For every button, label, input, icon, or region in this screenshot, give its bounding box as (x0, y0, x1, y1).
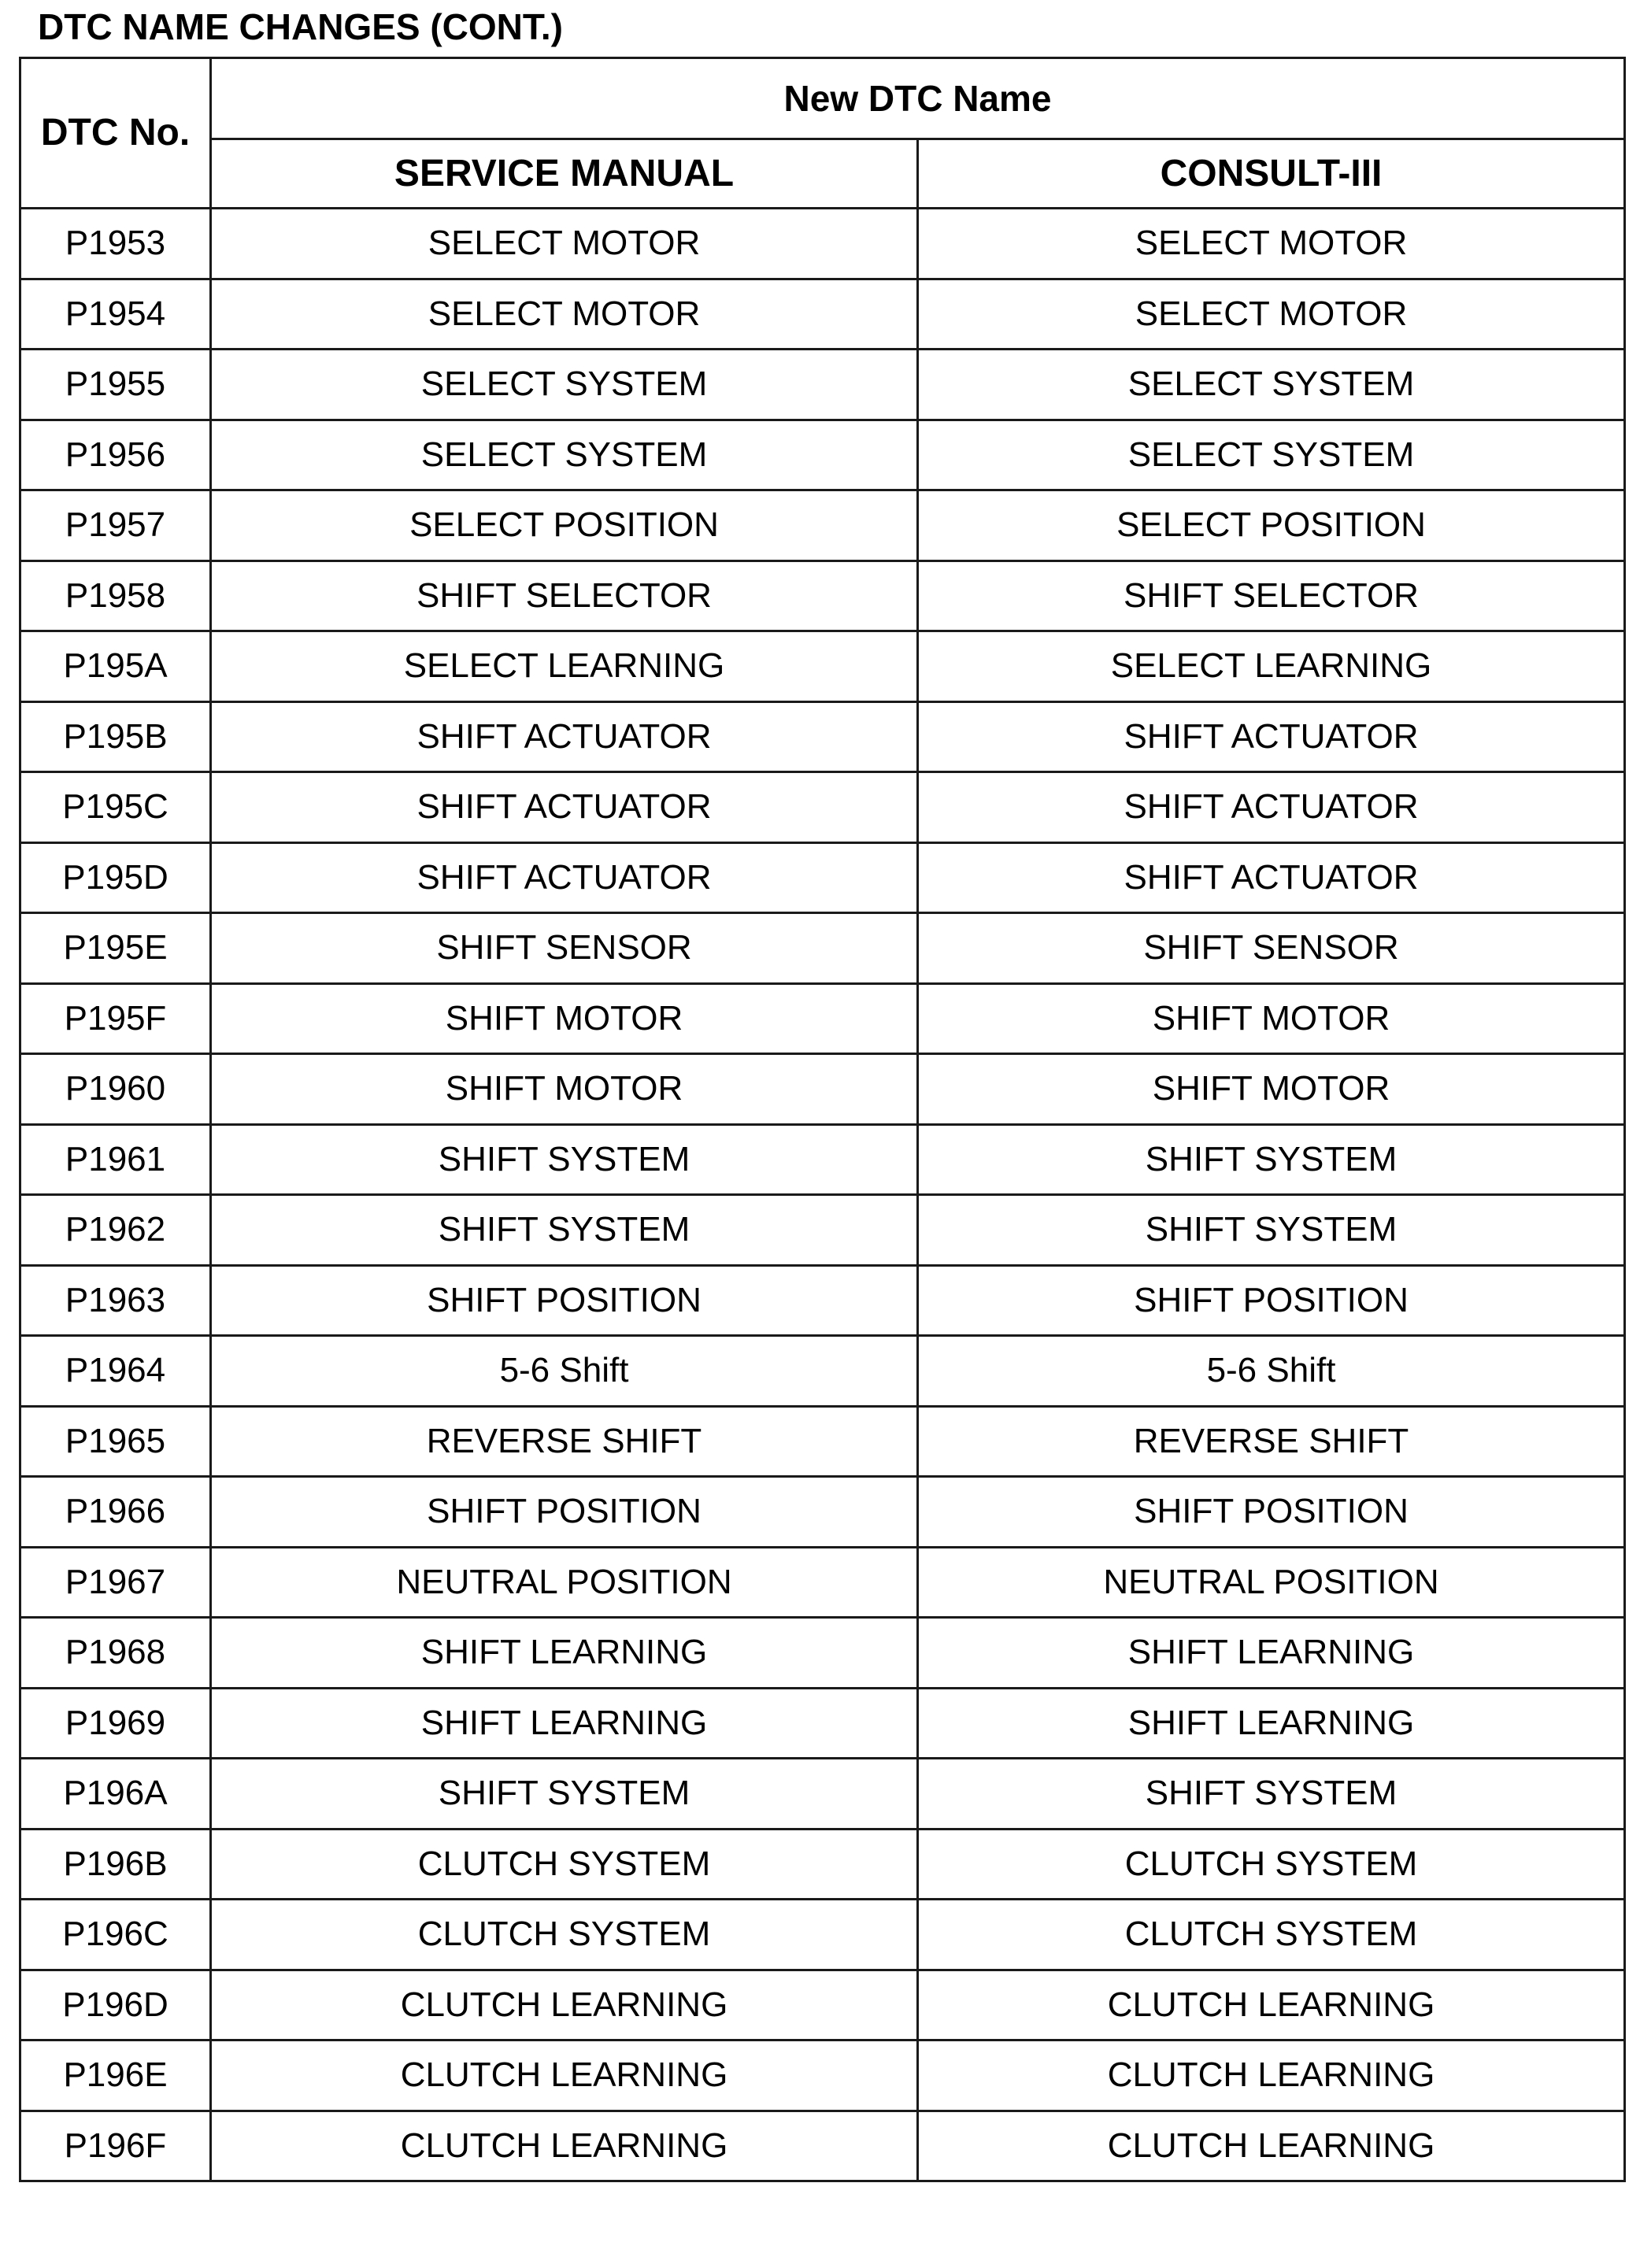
service-manual-name-cell: SELECT LEARNING (211, 631, 918, 702)
dtc-code-cell: P196C (20, 1900, 211, 1970)
table-row (20, 1406, 1625, 1477)
table-row (20, 1477, 1625, 1548)
dtc-code-cell: P195D (20, 842, 211, 913)
dtc-code-cell: P1962 (20, 1195, 211, 1266)
service-manual-name-cell: REVERSE SHIFT (211, 1406, 918, 1477)
table-row (20, 983, 1625, 1054)
consult-iii-name-cell: SHIFT ACTUATOR (918, 772, 1625, 843)
consult-iii-name-cell: SHIFT SELECTOR (918, 561, 1625, 631)
dtc-code-cell: P1968 (20, 1618, 211, 1689)
dtc-code-cell: P1964 (20, 1336, 211, 1407)
table-row (20, 2111, 1625, 2181)
table-row (20, 350, 1625, 420)
dtc-code-cell: P1967 (20, 1547, 211, 1618)
dtc-code-cell: P1956 (20, 420, 211, 490)
table-row (20, 209, 1625, 279)
service-manual-name-cell: SHIFT ACTUATOR (211, 701, 918, 772)
consult-iii-name-cell: SHIFT ACTUATOR (918, 842, 1625, 913)
dtc-name-table (19, 57, 1626, 2182)
service-manual-name-cell: SELECT MOTOR (211, 209, 918, 279)
service-manual-name-cell: SHIFT SENSOR (211, 913, 918, 984)
table-row (20, 1054, 1625, 1125)
service-manual-name-cell: SELECT POSITION (211, 490, 918, 561)
table-row (20, 1829, 1625, 1900)
dtc-code-cell: P1958 (20, 561, 211, 631)
dtc-code-cell: P196A (20, 1759, 211, 1830)
dtc-code-cell: P195F (20, 983, 211, 1054)
service-manual-name-cell: SELECT SYSTEM (211, 420, 918, 490)
table-row (20, 842, 1625, 913)
consult-iii-name-cell: 5-6 Shift (918, 1336, 1625, 1407)
service-manual-name-cell: SHIFT SYSTEM (211, 1124, 918, 1195)
service-manual-name-cell: CLUTCH LEARNING (211, 2111, 918, 2181)
service-manual-name-cell: SHIFT SYSTEM (211, 1759, 918, 1830)
table-body (20, 209, 1625, 2181)
dtc-code-cell: P1969 (20, 1688, 211, 1759)
consult-iii-name-cell: SELECT POSITION (918, 490, 1625, 561)
table-row (20, 1124, 1625, 1195)
consult-iii-name-cell: REVERSE SHIFT (918, 1406, 1625, 1477)
service-manual-name-cell: SELECT SYSTEM (211, 350, 918, 420)
dtc-code-cell: P195A (20, 631, 211, 702)
service-manual-name-cell: NEUTRAL POSITION (211, 1547, 918, 1618)
table-header (20, 58, 1625, 209)
service-manual-name-cell: CLUTCH LEARNING (211, 2040, 918, 2111)
service-manual-name-cell: SHIFT LEARNING (211, 1618, 918, 1689)
consult-iii-name-cell: SHIFT SYSTEM (918, 1195, 1625, 1266)
dtc-code-cell: P196E (20, 2040, 211, 2111)
table-row (20, 1759, 1625, 1830)
dtc-code-cell: P1963 (20, 1265, 211, 1336)
dtc-code-cell: P196B (20, 1829, 211, 1900)
consult-iii-name-cell: CLUTCH LEARNING (918, 2040, 1625, 2111)
table-row (20, 1618, 1625, 1689)
table-row (20, 561, 1625, 631)
consult-iii-name-cell: CLUTCH LEARNING (918, 2111, 1625, 2181)
column-group-header-new-dtc-name: New DTC Name (211, 58, 1625, 139)
dtc-code-cell: P1957 (20, 490, 211, 561)
consult-iii-name-cell: NEUTRAL POSITION (918, 1547, 1625, 1618)
consult-iii-name-cell: SHIFT MOTOR (918, 1054, 1625, 1125)
consult-iii-name-cell: CLUTCH SYSTEM (918, 1900, 1625, 1970)
consult-iii-name-cell: SHIFT LEARNING (918, 1618, 1625, 1689)
dtc-code-cell: P1965 (20, 1406, 211, 1477)
consult-iii-name-cell: SHIFT ACTUATOR (918, 701, 1625, 772)
consult-iii-name-cell: CLUTCH LEARNING (918, 1970, 1625, 2040)
service-manual-name-cell: SHIFT MOTOR (211, 1054, 918, 1125)
table-row (20, 701, 1625, 772)
table-row (20, 1195, 1625, 1266)
table-row (20, 631, 1625, 702)
table-row (20, 1970, 1625, 2040)
dtc-code-cell: P195C (20, 772, 211, 843)
service-manual-name-cell: SHIFT ACTUATOR (211, 842, 918, 913)
service-manual-name-cell: SHIFT SYSTEM (211, 1195, 918, 1266)
dtc-code-cell: P1953 (20, 209, 211, 279)
service-manual-name-cell: SHIFT LEARNING (211, 1688, 918, 1759)
table-row (20, 1547, 1625, 1618)
table-row (20, 772, 1625, 843)
service-manual-name-cell: SELECT MOTOR (211, 279, 918, 350)
dtc-code-cell: P195B (20, 701, 211, 772)
consult-iii-name-cell: SHIFT POSITION (918, 1265, 1625, 1336)
dtc-code-cell: P1954 (20, 279, 211, 350)
service-manual-name-cell: CLUTCH SYSTEM (211, 1829, 918, 1900)
table-row (20, 1265, 1625, 1336)
consult-iii-name-cell: SHIFT MOTOR (918, 983, 1625, 1054)
consult-iii-name-cell: SELECT LEARNING (918, 631, 1625, 702)
service-manual-name-cell: CLUTCH LEARNING (211, 1970, 918, 2040)
consult-iii-name-cell: SELECT MOTOR (918, 279, 1625, 350)
consult-iii-name-cell: SELECT MOTOR (918, 209, 1625, 279)
consult-iii-name-cell: SELECT SYSTEM (918, 420, 1625, 490)
table-row (20, 1900, 1625, 1970)
table-row (20, 1336, 1625, 1407)
dtc-code-cell: P1955 (20, 350, 211, 420)
column-header-dtc-no: DTC No. (20, 58, 211, 209)
service-manual-name-cell: SHIFT SELECTOR (211, 561, 918, 631)
consult-iii-name-cell: SHIFT POSITION (918, 1477, 1625, 1548)
service-manual-name-cell: SHIFT POSITION (211, 1265, 918, 1336)
table-row (20, 279, 1625, 350)
consult-iii-name-cell: SHIFT SENSOR (918, 913, 1625, 984)
dtc-code-cell: P1960 (20, 1054, 211, 1125)
dtc-code-cell: P1966 (20, 1477, 211, 1548)
dtc-code-cell: P195E (20, 913, 211, 984)
page-title: DTC NAME CHANGES (CONT.) (38, 6, 563, 47)
consult-iii-name-cell: SHIFT SYSTEM (918, 1124, 1625, 1195)
table-row (20, 1688, 1625, 1759)
column-header-service-manual: SERVICE MANUAL (211, 139, 918, 209)
service-manual-name-cell: CLUTCH SYSTEM (211, 1900, 918, 1970)
dtc-code-cell: P196D (20, 1970, 211, 2040)
service-manual-name-cell: SHIFT POSITION (211, 1477, 918, 1548)
column-header-consult-iii: CONSULT-III (918, 139, 1625, 209)
consult-iii-name-cell: SHIFT SYSTEM (918, 1759, 1625, 1830)
dtc-code-cell: P1961 (20, 1124, 211, 1195)
table-row (20, 490, 1625, 561)
consult-iii-name-cell: CLUTCH SYSTEM (918, 1829, 1625, 1900)
table-row (20, 420, 1625, 490)
service-manual-name-cell: SHIFT ACTUATOR (211, 772, 918, 843)
dtc-code-cell: P196F (20, 2111, 211, 2181)
consult-iii-name-cell: SHIFT LEARNING (918, 1688, 1625, 1759)
consult-iii-name-cell: SELECT SYSTEM (918, 350, 1625, 420)
table-row (20, 2040, 1625, 2111)
service-manual-name-cell: SHIFT MOTOR (211, 983, 918, 1054)
table-row (20, 913, 1625, 984)
service-manual-name-cell: 5-6 Shift (211, 1336, 918, 1407)
